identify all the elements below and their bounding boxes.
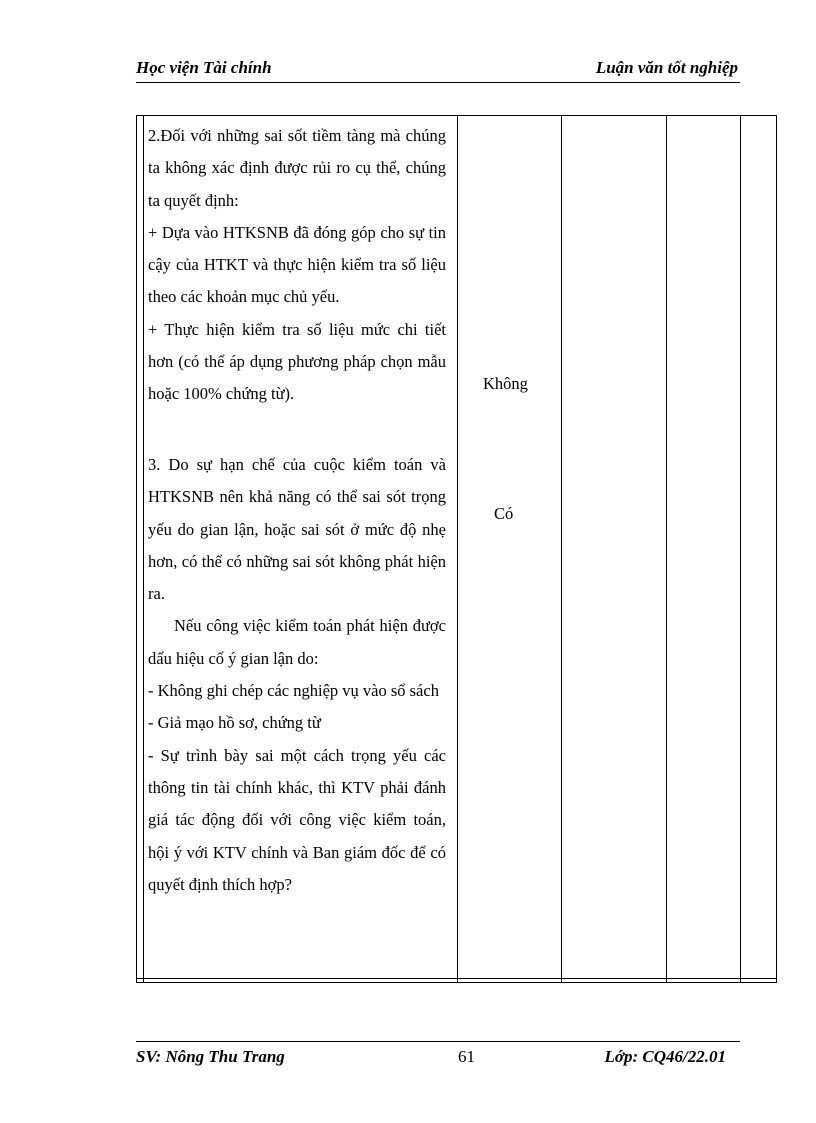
footer-class-code: Lớp: CQ46/22.01 [604, 1047, 726, 1066]
question-3-fraud-item-1: - Không ghi chép các nghiệp vụ vào sổ sách [148, 681, 439, 701]
footer-page-number: 61 [458, 1047, 475, 1066]
question-3-fraud-item-3: - Sự trình bày sai một cách trọng yếu các thông tin tài chính khác, thì KTV phải đánh giá tác động đối với công việc kiểm toán, hội ý với KTV chính và Ban giám đốc để có quyết định thích hợp? [148, 745, 446, 894]
header-document-type: Luận văn tốt nghiệp [595, 58, 738, 77]
answer-row-1: Không [483, 374, 528, 393]
column-divider-notes [666, 116, 667, 982]
question-3-text: 3. Do sự hạn chế của cuộc kiểm toán và HTKSNB nên khả năng có thể sai sót trọng yếu do gian lận, hoặc sai sót ở mức độ nhẹ hơn, có thể có những sai sót không phát hiện ra. [148, 455, 446, 604]
table-bottom-double-border [137, 978, 776, 979]
question-2-option-1: + Dựa vào HTKSNB đã đóng góp cho sự tin cậy của HTKT và thực hiện kiểm tra số liệu theo các khoản mục chủ yếu. [148, 222, 446, 307]
question-cell-row-1 [148, 120, 446, 411]
header-institution: Học viện Tài chính [136, 58, 272, 77]
checklist-table [136, 115, 777, 983]
question-cell-row-2 [148, 449, 446, 901]
column-divider-answer [561, 116, 562, 982]
question-3-fraud-intro: Nếu công việc kiểm toán phát hiện được dấu hiệu cố ý gian lận do: [148, 616, 446, 668]
question-3-fraud-item-2: - Giả mạo hồ sơ, chứng từ [148, 713, 321, 733]
footer-student-name: SV: Nông Thu Trang [136, 1047, 285, 1066]
answer-row-2: Có [494, 504, 514, 523]
page-footer [136, 1041, 740, 1072]
question-2-option-2: + Thực hiện kiểm tra số liệu mức chi tiết hơn (có thể áp dụng phương pháp chọn mẫu hoặc 100% chứng từ). [148, 319, 446, 404]
table-inner-left-border [143, 116, 144, 982]
question-2-text: 2.Đối với những sai sốt tiềm tàng mà chúng ta không xác định được rủi ro cụ thể, chúng ta quyết định: [148, 126, 446, 210]
page-header [136, 56, 740, 83]
column-divider-question [457, 116, 458, 982]
column-divider-ref [740, 116, 741, 982]
